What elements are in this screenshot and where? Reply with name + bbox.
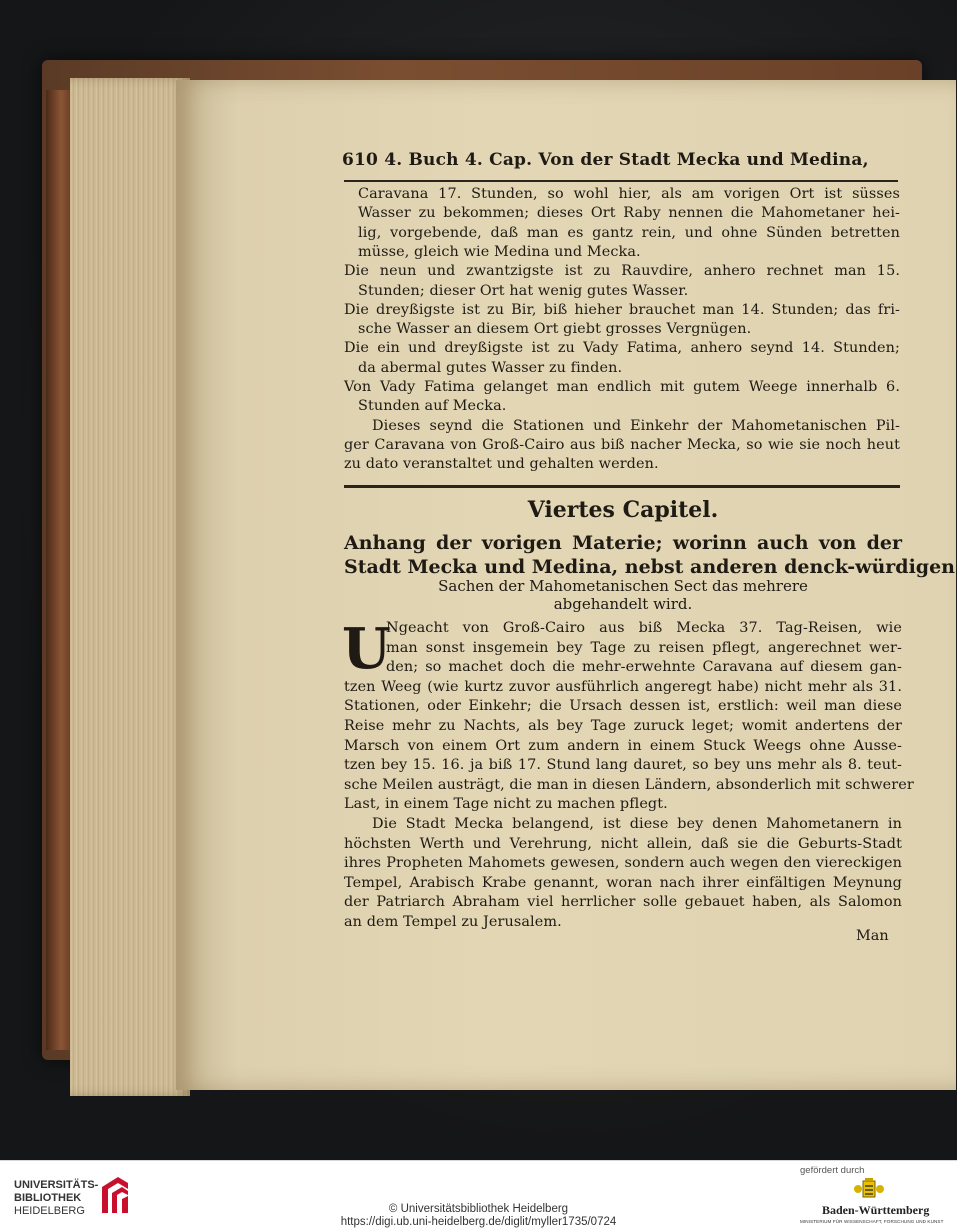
- page-edges: [70, 78, 190, 1096]
- text-line: Dieses seynd die Stationen und Einkehr der Mahometanischen Pil-: [372, 417, 900, 434]
- library-name-line2: BIBLIOTHEK: [14, 1192, 82, 1204]
- text-line: Die dreyßigste ist zu Bir, biß hieher brauchet man 14. Stunden; das fri-: [344, 301, 900, 318]
- text-line: tzen Weeg (wie kurtz zuvor ausführlich angeregt habe) nicht mehr als 31.: [344, 678, 902, 695]
- text-line: lig, vorgebende, daß man es gantz rein, und ohne Sünden betretten: [358, 224, 900, 241]
- permalink[interactable]: https://digi.ub.uni-heidelberg.de/diglit/myller1735/0724: [340, 1216, 617, 1228]
- text-line: höchsten Werth und Verehrung, nicht allein, daß sie die Geburts-Stadt: [344, 835, 902, 852]
- text-line: Tempel, Arabisch Krabe genannt, woran nach ihrer einfältigen Meynung: [344, 874, 902, 891]
- text-line: da abermal gutes Wasser zu finden.: [358, 359, 623, 376]
- section-rule: [344, 485, 900, 488]
- text-line: ihres Propheten Mahomets gewesen, sondern auch wegen den viereckigen: [344, 855, 902, 872]
- chapter-title-text: Viertes Capitel.: [527, 497, 719, 523]
- text-line: müsse, gleich wie Medina und Mecka.: [358, 243, 641, 260]
- text-line: Last, in einem Tage nicht zu machen pflegt.: [344, 796, 668, 813]
- subheading-line: Sachen der Mahometanischen Sect das mehrere: [438, 577, 808, 595]
- sponsor-name: Baden-Württemberg: [822, 1203, 930, 1217]
- running-header: 610 4. Buch 4. Cap. Von der Stadt Mecka und Medina,: [342, 150, 869, 170]
- subheading-line: abgehandelt wird.: [553, 595, 693, 613]
- chapter-title: [344, 497, 902, 523]
- text-line: Ngeacht von Groß-Cairo aus biß Mecka 37. Tag-Reisen, wie: [386, 620, 902, 636]
- copyright-notice: © Universitätsbibliothek Heidelberg: [388, 1203, 569, 1215]
- text-line: Von Vady Fatima gelanget man endlich mit gutem Weege innerhalb 6.: [344, 379, 900, 395]
- text-line: Caravana 17. Stunden, so wohl hier, als am vorigen Ort ist süsses: [358, 186, 900, 202]
- text-line: Marsch von einem Ort zum andern in einem Stuck Weegs ohne Ausse-: [344, 737, 902, 754]
- text-line: Die ein und dreyßigste ist zu Vady Fatima, anhero seynd 14. Stunden;: [344, 340, 900, 357]
- library-name-line1: UNIVERSITÄTS-: [14, 1179, 99, 1191]
- drop-cap: U: [342, 616, 391, 682]
- sponsor-ministry: MINISTERIUM FÜR WISSENSCHAFT, FORSCHUNG UND KUNST: [800, 1219, 944, 1224]
- text-line: an dem Tempel zu Jerusalem.: [344, 914, 562, 930]
- text-line: Die Stadt Mecka belangend, ist diese bey denen Mahometanern in: [372, 816, 902, 832]
- text-line: Reise mehr zu Nachts, als bey Tage zuruck leget; womit andertens der: [344, 718, 902, 734]
- header-rule: [344, 180, 898, 182]
- text-line: Stunden auf Mecka.: [358, 398, 507, 415]
- sponsor-label: gefördert durch: [800, 1165, 865, 1176]
- state-crest-icon: [852, 1178, 886, 1200]
- heading-line: Stadt Mecka und Medina, nebst anderen denck-würdigen: [344, 556, 955, 578]
- text-line: zu dato veranstaltet und gehalten werden.: [344, 456, 659, 473]
- text-line: sche Wasser an diesem Ort giebt grosses Vergnügen.: [358, 321, 752, 338]
- viewer-footer: [0, 1160, 957, 1230]
- text-line: man sonst insgemein bey Tage zu reisen pflegt, angerechnet wer-: [386, 639, 902, 656]
- catchword: Man: [856, 928, 889, 944]
- text-line: sche Meilen austrägt, die man in diesen Ländern, absonderlich mit schwerer: [344, 776, 914, 793]
- text-line: den; so machet doch die mehr-erwehnte Caravana auf diesem gan-: [386, 659, 902, 676]
- text-line: tzen bey 15. 16. ja biß 17. Stund lang dauret, so bey uns mehr als 8. teut-: [344, 757, 902, 774]
- heading-line: Anhang der vorigen Materie; worinn auch von der: [344, 532, 902, 554]
- library-name-line3: HEIDELBERG: [14, 1205, 85, 1217]
- text-line: Stunden; dieser Ort hat wenig gutes Wasser.: [358, 282, 689, 299]
- text-line: ger Caravana von Groß-Cairo aus biß nacher Mecka, so wie sie noch heut: [344, 436, 900, 453]
- text-line: Wasser zu bekommen; dieses Ort Raby nennen die Mahometaner hei-: [358, 205, 900, 222]
- text-line: Stationen, oder Einkehr; die Ursach dessen ist, erstlich: weil man diese: [344, 698, 902, 715]
- text-line: Die neun und zwantzigste ist zu Rauvdire, anhero rechnet man 15.: [344, 263, 900, 280]
- text-line: der Patriarch Abraham viel herrlicher solle gebauet haben, als Salomon: [344, 894, 902, 911]
